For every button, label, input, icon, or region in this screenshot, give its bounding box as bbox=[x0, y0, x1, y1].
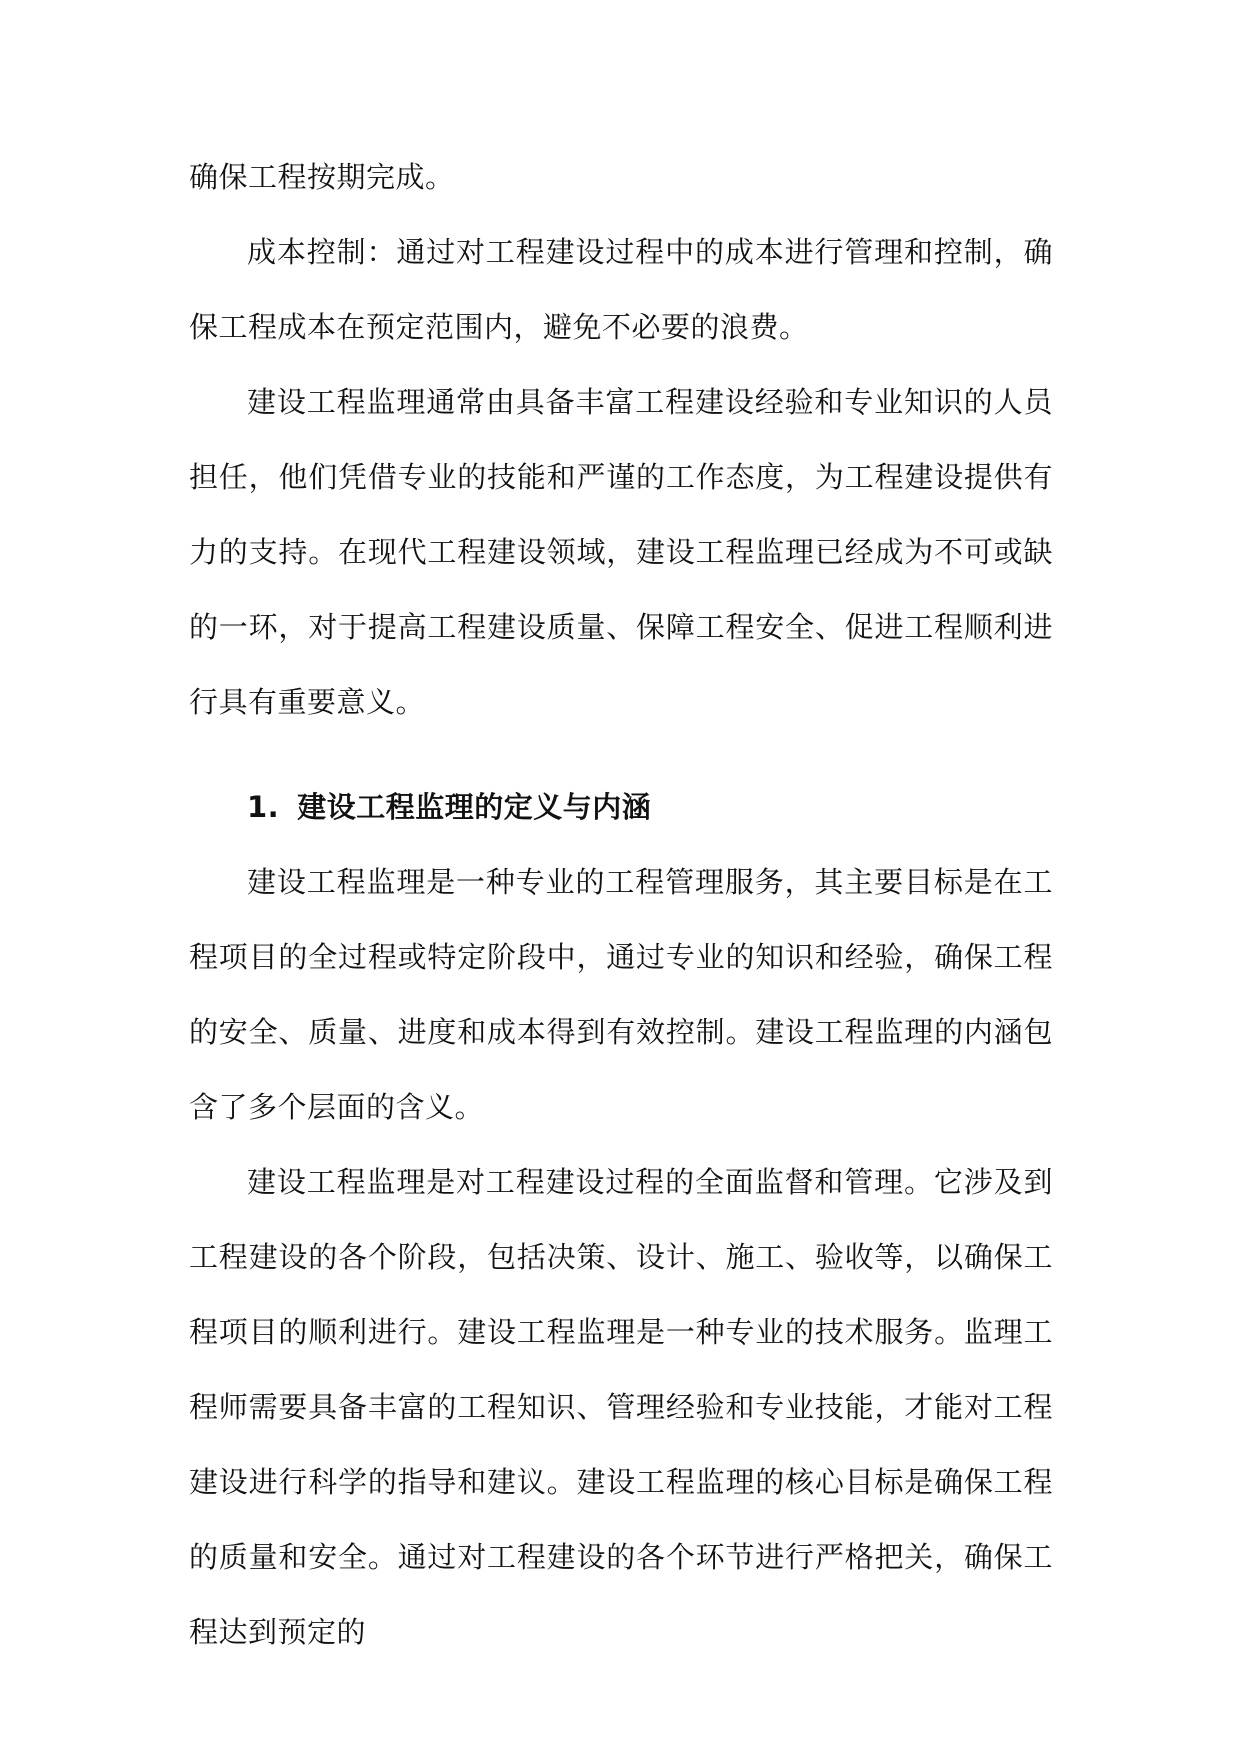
paragraph-connotation: 建设工程监理是对工程建设过程的全面监督和管理。它涉及到工程建设的各个阶段，包括决策、设计、施工、验收等，以确保工程项目的顺利进行。建设工程监理是一种专业的技术服务。监理工程师需要具备丰富的工程知识、管理经验和专业技能，才能对工程建设进行科学的指导和建议。建设工程监理的核心目标是确保工程的质量和安全。通过对工程建设的各个环节进行严格把关，确保工程达到预定的 bbox=[189, 1165, 1053, 1649]
paragraph-continuation: 确保工程按期完成。 bbox=[189, 160, 455, 194]
paragraph-cost-control: 成本控制：通过对工程建设过程中的成本进行管理和控制，确保工程成本在预定范围内，避免不必要的浪费。 bbox=[189, 235, 1053, 344]
document-body bbox=[189, 140, 1053, 1670]
section-title: 建设工程监理的定义与内涵 bbox=[297, 790, 652, 824]
paragraph-supervision-personnel: 建设工程监理通常由具备丰富工程建设经验和专业知识的人员担任，他们凭借专业的技能和严谨的工作态度，为工程建设提供有力的支持。在现代工程建设领域，建设工程监理已经成为不可或缺的一环，对于提高工程建设质量、保障工程安全、促进工程顺利进行具有重要意义。 bbox=[189, 385, 1053, 719]
section-number: 1. bbox=[247, 790, 280, 824]
section-heading bbox=[189, 770, 1053, 845]
paragraph-definition: 建设工程监理是一种专业的工程管理服务，其主要目标是在工程项目的全过程或特定阶段中，通过专业的知识和经验，确保工程的安全、质量、进度和成本得到有效控制。建设工程监理的内涵包含了多个层面的含义。 bbox=[189, 865, 1053, 1124]
